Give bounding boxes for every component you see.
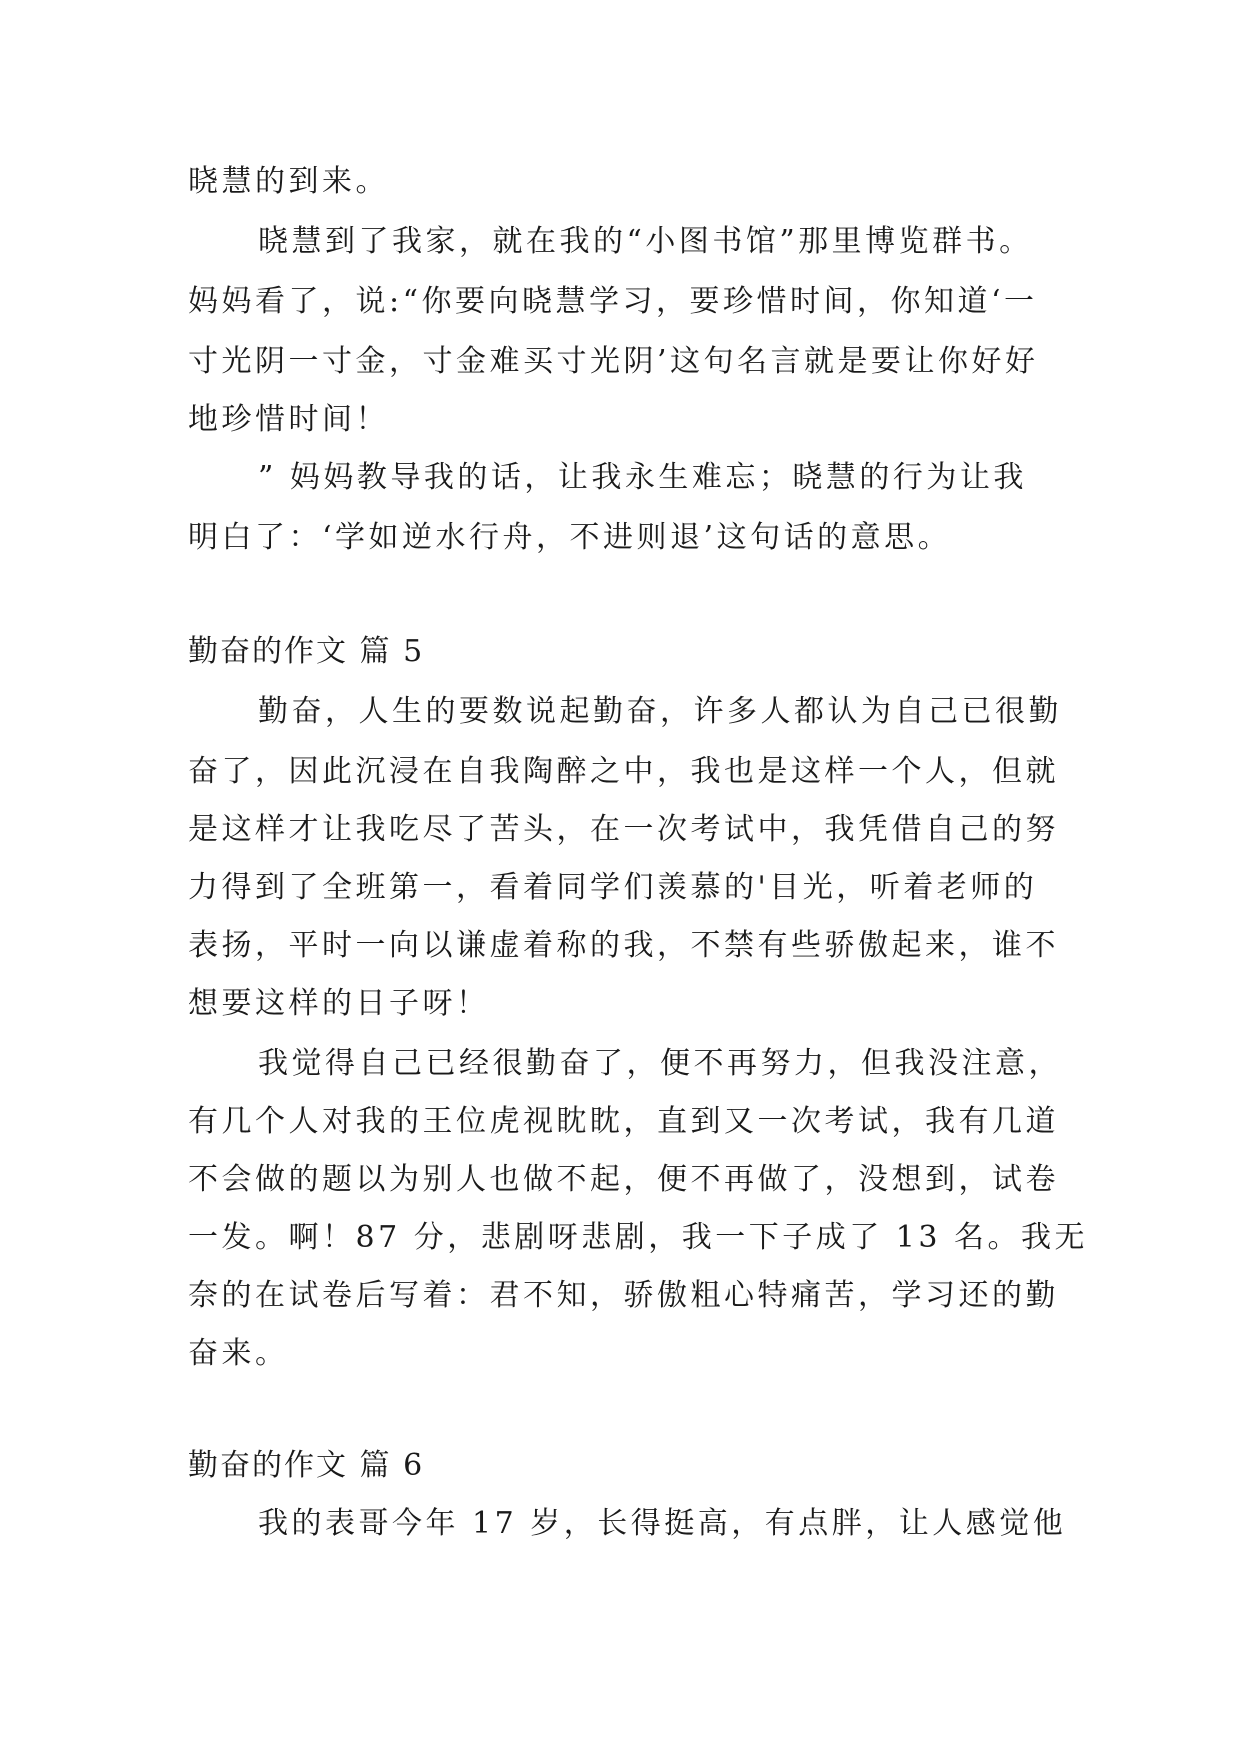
paragraph-line: 力得到了全班第一，看着同学们羡慕的'目光，听着老师的 [188,870,1038,905]
paragraph-line: 有几个人对我的王位虎视眈眈，直到又一次考试，我有几道 [188,1104,1059,1139]
paragraph-line: 表扬，平时一向以谦虚着称的我，不禁有些骄傲起来，谁不 [188,928,1059,963]
paragraph-line: 晓慧的到来。 [188,164,389,199]
paragraph-line: 地珍惜时间！ [188,402,389,437]
paragraph-line: ” 妈妈教导我的话，让我永生难忘；晓慧的行为让我 [258,460,1027,495]
paragraph-line: 奈的在试卷后写着：君不知，骄傲粗心特痛苦，学习还的勤 [188,1278,1059,1313]
paragraph-line: 是这样才让我吃尽了苦头，在一次考试中，我凭借自己的努 [188,812,1059,847]
section-heading: 勤奋的作文 篇 6 [188,1448,425,1483]
section-heading: 勤奋的作文 篇 5 [188,634,425,669]
paragraph-line: 一发。啊！87 分，悲剧呀悲剧，我一下子成了 13 名。我无 [188,1220,1088,1255]
paragraph-line: 想要这样的日子呀！ [188,986,490,1021]
paragraph-line: 明白了：‘学如逆水行舟，不进则退’这句话的意思。 [188,520,952,555]
paragraph-line: 晓慧到了我家，就在我的“小图书馆”那里博览群书。 [258,224,1033,259]
paragraph-line: 不会做的题以为别人也做不起，便不再做了，没想到，试卷 [188,1162,1059,1197]
paragraph-line: 寸光阴一寸金，寸金难买寸光阴’这句名言就是要让你好好 [188,344,1039,379]
paragraph-line: 勤奋，人生的要数说起勤奋，许多人都认为自己已很勤 [258,694,1062,729]
paragraph-line: 妈妈看了，说:“你要向晓慧学习，要珍惜时间，你知道‘一 [188,284,1038,319]
paragraph-line: 我的表哥今年 17 岁，长得挺高，有点胖，让人感觉他 [258,1506,1067,1541]
paragraph-line: 我觉得自己已经很勤奋了，便不再努力，但我没注意， [258,1046,1062,1081]
paragraph-line: 奋了，因此沉浸在自我陶醉之中，我也是这样一个人，但就 [188,754,1059,789]
paragraph-line: 奋来。 [188,1336,289,1371]
